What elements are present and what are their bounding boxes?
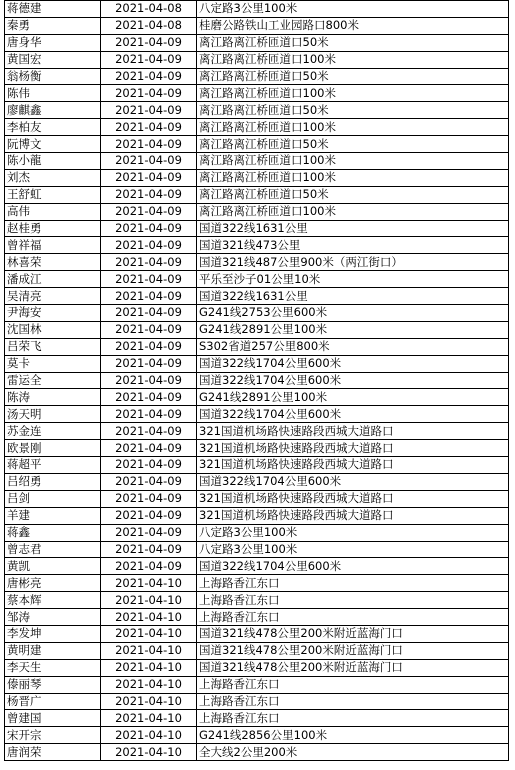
name-cell[interactable]: 赵桂勇: [5, 220, 101, 237]
table-row: [5, 541, 509, 558]
table-row: [5, 85, 509, 102]
location-cell[interactable]: 平乐至沙子01公里10米: [197, 271, 509, 288]
location-cell[interactable]: 全大线2公里200米: [197, 744, 509, 761]
table-row: [5, 119, 509, 136]
date-cell[interactable]: 2021-04-09: [101, 524, 197, 541]
name-cell[interactable]: 王舒虹: [5, 186, 101, 203]
location-cell[interactable]: 国道322线1631公里: [197, 288, 509, 305]
date-cell[interactable]: 2021-04-10: [101, 592, 197, 609]
location-cell[interactable]: 离江路离江桥匝道口50米: [197, 34, 509, 51]
location-cell[interactable]: 上海路香江东口: [197, 693, 509, 710]
name-cell[interactable]: 刘杰: [5, 169, 101, 186]
location-cell[interactable]: 桂磨公路铁山工业园路口800米: [197, 17, 509, 34]
table-row: [5, 642, 509, 659]
name-cell[interactable]: 黄明建: [5, 642, 101, 659]
date-cell[interactable]: 2021-04-10: [101, 659, 197, 676]
location-cell[interactable]: 上海路香江东口: [197, 710, 509, 727]
location-cell[interactable]: 国道321线473公里: [197, 237, 509, 254]
table-row: [5, 659, 509, 676]
table-row: [5, 203, 509, 220]
location-cell[interactable]: 离江路离江桥匝道口50米: [197, 136, 509, 153]
name-cell[interactable]: 潘成江: [5, 271, 101, 288]
name-cell[interactable]: 苏金连: [5, 423, 101, 440]
name-cell[interactable]: 傣丽琴: [5, 676, 101, 693]
date-cell[interactable]: 2021-04-09: [101, 507, 197, 524]
date-cell[interactable]: 2021-04-10: [101, 727, 197, 744]
date-cell[interactable]: 2021-04-08: [101, 1, 197, 18]
name-cell[interactable]: 宋开宗: [5, 727, 101, 744]
name-cell[interactable]: 蔡本辉: [5, 592, 101, 609]
name-cell[interactable]: 羊建: [5, 507, 101, 524]
location-cell[interactable]: 国道321线487公里900米（两江街口）: [197, 254, 509, 271]
location-cell[interactable]: 国道321线478公里200米附近蓝海门口: [197, 642, 509, 659]
name-cell[interactable]: 吕绍勇: [5, 473, 101, 490]
name-cell[interactable]: 欧景刚: [5, 440, 101, 457]
table-row: [5, 440, 509, 457]
location-cell[interactable]: 离江路离江桥匝道口100米: [197, 85, 509, 102]
name-cell[interactable]: 李柏友: [5, 119, 101, 136]
date-cell[interactable]: 2021-04-09: [101, 305, 197, 322]
location-cell[interactable]: S302省道257公里800米: [197, 338, 509, 355]
location-cell[interactable]: 国道322线1631公里: [197, 220, 509, 237]
date-cell[interactable]: 2021-04-09: [101, 136, 197, 153]
date-cell[interactable]: 2021-04-09: [101, 51, 197, 68]
name-cell[interactable]: 沈国林: [5, 321, 101, 338]
name-cell[interactable]: 吴清亮: [5, 288, 101, 305]
name-cell[interactable]: 李发坤: [5, 625, 101, 642]
name-cell[interactable]: 廖麒鑫: [5, 102, 101, 119]
location-cell[interactable]: G241线2891公里100米: [197, 321, 509, 338]
name-cell[interactable]: 吕剑: [5, 490, 101, 507]
name-cell[interactable]: 唐润荣: [5, 744, 101, 761]
location-cell[interactable]: 离江路离江桥匝道口50米: [197, 68, 509, 85]
table-row: [5, 288, 509, 305]
table-row: [5, 68, 509, 85]
date-cell[interactable]: 2021-04-09: [101, 237, 197, 254]
location-cell[interactable]: 八定路3公里100米: [197, 524, 509, 541]
table-row: [5, 423, 509, 440]
name-cell[interactable]: 李天生: [5, 659, 101, 676]
date-cell[interactable]: 2021-04-09: [101, 372, 197, 389]
name-cell[interactable]: 曾志君: [5, 541, 101, 558]
name-cell[interactable]: 唐身华: [5, 34, 101, 51]
date-cell[interactable]: 2021-04-09: [101, 153, 197, 170]
date-cell[interactable]: 2021-04-09: [101, 119, 197, 136]
location-cell[interactable]: 离江路离江桥匝道口100米: [197, 169, 509, 186]
date-cell[interactable]: 2021-04-09: [101, 102, 197, 119]
name-cell[interactable]: 陈涛: [5, 389, 101, 406]
location-cell[interactable]: 离江路离江桥匝道口50米: [197, 102, 509, 119]
date-cell[interactable]: 2021-04-10: [101, 575, 197, 592]
date-cell[interactable]: 2021-04-10: [101, 710, 197, 727]
date-cell[interactable]: 2021-04-10: [101, 642, 197, 659]
location-cell[interactable]: G241线2856公里100米: [197, 727, 509, 744]
location-cell[interactable]: 离江路离江桥匝道口100米: [197, 119, 509, 136]
date-cell[interactable]: 2021-04-09: [101, 457, 197, 474]
table-row: [5, 321, 509, 338]
date-cell[interactable]: 2021-04-09: [101, 271, 197, 288]
location-cell[interactable]: 321国道机场路快速路段西城大道路口: [197, 490, 509, 507]
name-cell[interactable]: 汤天明: [5, 406, 101, 423]
date-cell[interactable]: 2021-04-09: [101, 169, 197, 186]
name-cell[interactable]: 陈伟: [5, 85, 101, 102]
table-row: [5, 693, 509, 710]
date-cell[interactable]: 2021-04-10: [101, 609, 197, 626]
name-cell[interactable]: 雷运全: [5, 372, 101, 389]
table-row: [5, 169, 509, 186]
location-cell[interactable]: G241线2753公里600米: [197, 305, 509, 322]
location-cell[interactable]: 321国道机场路快速路段西城大道路口: [197, 507, 509, 524]
table-row: [5, 186, 509, 203]
table-row: [5, 305, 509, 322]
date-cell[interactable]: 2021-04-09: [101, 541, 197, 558]
table-row: [5, 592, 509, 609]
name-cell[interactable]: 唐彬亮: [5, 575, 101, 592]
records-table: [4, 0, 509, 761]
name-cell[interactable]: 吕荣飞: [5, 338, 101, 355]
date-cell[interactable]: 2021-04-09: [101, 558, 197, 575]
location-cell[interactable]: 离江路离江桥匝道口100米: [197, 153, 509, 170]
table-row: [5, 237, 509, 254]
table-row: [5, 473, 509, 490]
date-cell[interactable]: 2021-04-09: [101, 220, 197, 237]
table-row: [5, 102, 509, 119]
table-row: [5, 338, 509, 355]
table-row: [5, 625, 509, 642]
location-cell[interactable]: 国道322线1704公里600米: [197, 558, 509, 575]
date-cell[interactable]: 2021-04-09: [101, 338, 197, 355]
date-cell[interactable]: 2021-04-09: [101, 406, 197, 423]
date-cell[interactable]: 2021-04-09: [101, 288, 197, 305]
date-cell[interactable]: 2021-04-10: [101, 744, 197, 761]
table-row: [5, 609, 509, 626]
date-cell[interactable]: 2021-04-09: [101, 68, 197, 85]
location-cell[interactable]: 上海路香江东口: [197, 592, 509, 609]
date-cell[interactable]: 2021-04-10: [101, 693, 197, 710]
table-row: [5, 727, 509, 744]
name-cell[interactable]: 蒋超平: [5, 457, 101, 474]
table-row: [5, 355, 509, 372]
name-cell[interactable]: 黄凯: [5, 558, 101, 575]
name-cell[interactable]: 杨晋广: [5, 693, 101, 710]
name-cell[interactable]: 阮博文: [5, 136, 101, 153]
name-cell[interactable]: 邹涛: [5, 609, 101, 626]
records-table-body: [5, 1, 509, 761]
table-row: [5, 524, 509, 541]
name-cell[interactable]: 曾建国: [5, 710, 101, 727]
name-cell[interactable]: 蒋鑫: [5, 524, 101, 541]
location-cell[interactable]: G241线2891公里100米: [197, 389, 509, 406]
date-cell[interactable]: 2021-04-10: [101, 625, 197, 642]
name-cell[interactable]: 曾祥福: [5, 237, 101, 254]
table-row: [5, 17, 509, 34]
location-cell[interactable]: 八定路3公里100米: [197, 1, 509, 18]
table-row: [5, 51, 509, 68]
name-cell[interactable]: 尹海安: [5, 305, 101, 322]
location-cell[interactable]: 离江路离江桥匝道口100米: [197, 203, 509, 220]
location-cell[interactable]: 上海路香江东口: [197, 676, 509, 693]
date-cell[interactable]: 2021-04-09: [101, 254, 197, 271]
location-cell[interactable]: 321国道机场路快速路段西城大道路口: [197, 457, 509, 474]
date-cell[interactable]: 2021-04-10: [101, 676, 197, 693]
table-row: [5, 406, 509, 423]
date-cell[interactable]: 2021-04-09: [101, 203, 197, 220]
date-cell[interactable]: 2021-04-08: [101, 17, 197, 34]
date-cell[interactable]: 2021-04-09: [101, 490, 197, 507]
location-cell[interactable]: 国道322线1704公里600米: [197, 372, 509, 389]
date-cell[interactable]: 2021-04-09: [101, 389, 197, 406]
name-cell[interactable]: 莫卡: [5, 355, 101, 372]
date-cell[interactable]: 2021-04-09: [101, 473, 197, 490]
date-cell[interactable]: 2021-04-09: [101, 440, 197, 457]
location-cell[interactable]: 国道322线1704公里600米: [197, 355, 509, 372]
date-cell[interactable]: 2021-04-09: [101, 321, 197, 338]
table-row: [5, 575, 509, 592]
date-cell[interactable]: 2021-04-09: [101, 186, 197, 203]
location-cell[interactable]: 八定路3公里100米: [197, 541, 509, 558]
date-cell[interactable]: 2021-04-09: [101, 355, 197, 372]
table-row: [5, 136, 509, 153]
location-cell[interactable]: 国道321线478公里200米附近蓝海门口: [197, 659, 509, 676]
location-cell[interactable]: 上海路香江东口: [197, 609, 509, 626]
table-row: [5, 153, 509, 170]
location-cell[interactable]: 离江路离江桥匝道口100米: [197, 51, 509, 68]
location-cell[interactable]: 国道321线478公里200米附近蓝海门口: [197, 625, 509, 642]
location-cell[interactable]: 国道322线1704公里600米: [197, 473, 509, 490]
table-row: [5, 457, 509, 474]
table-row: [5, 220, 509, 237]
table-row: [5, 34, 509, 51]
date-cell[interactable]: 2021-04-09: [101, 85, 197, 102]
name-cell[interactable]: 林喜荣: [5, 254, 101, 271]
table-row: [5, 558, 509, 575]
table-row: [5, 389, 509, 406]
table-row: [5, 676, 509, 693]
name-cell[interactable]: 秦勇: [5, 17, 101, 34]
table-row: [5, 1, 509, 18]
location-cell[interactable]: 321国道机场路快速路段西城大道路口: [197, 440, 509, 457]
name-cell[interactable]: 高伟: [5, 203, 101, 220]
table-row: [5, 710, 509, 727]
table-row: [5, 254, 509, 271]
location-cell[interactable]: 上海路香江东口: [197, 575, 509, 592]
table-row: [5, 271, 509, 288]
table-row: [5, 744, 509, 761]
table-row: [5, 490, 509, 507]
location-cell[interactable]: 国道322线1704公里600米: [197, 406, 509, 423]
name-cell[interactable]: 蒋德建: [5, 1, 101, 18]
date-cell[interactable]: 2021-04-09: [101, 423, 197, 440]
name-cell[interactable]: 陈小龍: [5, 153, 101, 170]
date-cell[interactable]: 2021-04-09: [101, 34, 197, 51]
name-cell[interactable]: 黄国宏: [5, 51, 101, 68]
table-row: [5, 507, 509, 524]
table-row: [5, 372, 509, 389]
location-cell[interactable]: 离江路离江桥匝道口50米: [197, 186, 509, 203]
name-cell[interactable]: 翁杨衡: [5, 68, 101, 85]
location-cell[interactable]: 321国道机场路快速路段西城大道路口: [197, 423, 509, 440]
